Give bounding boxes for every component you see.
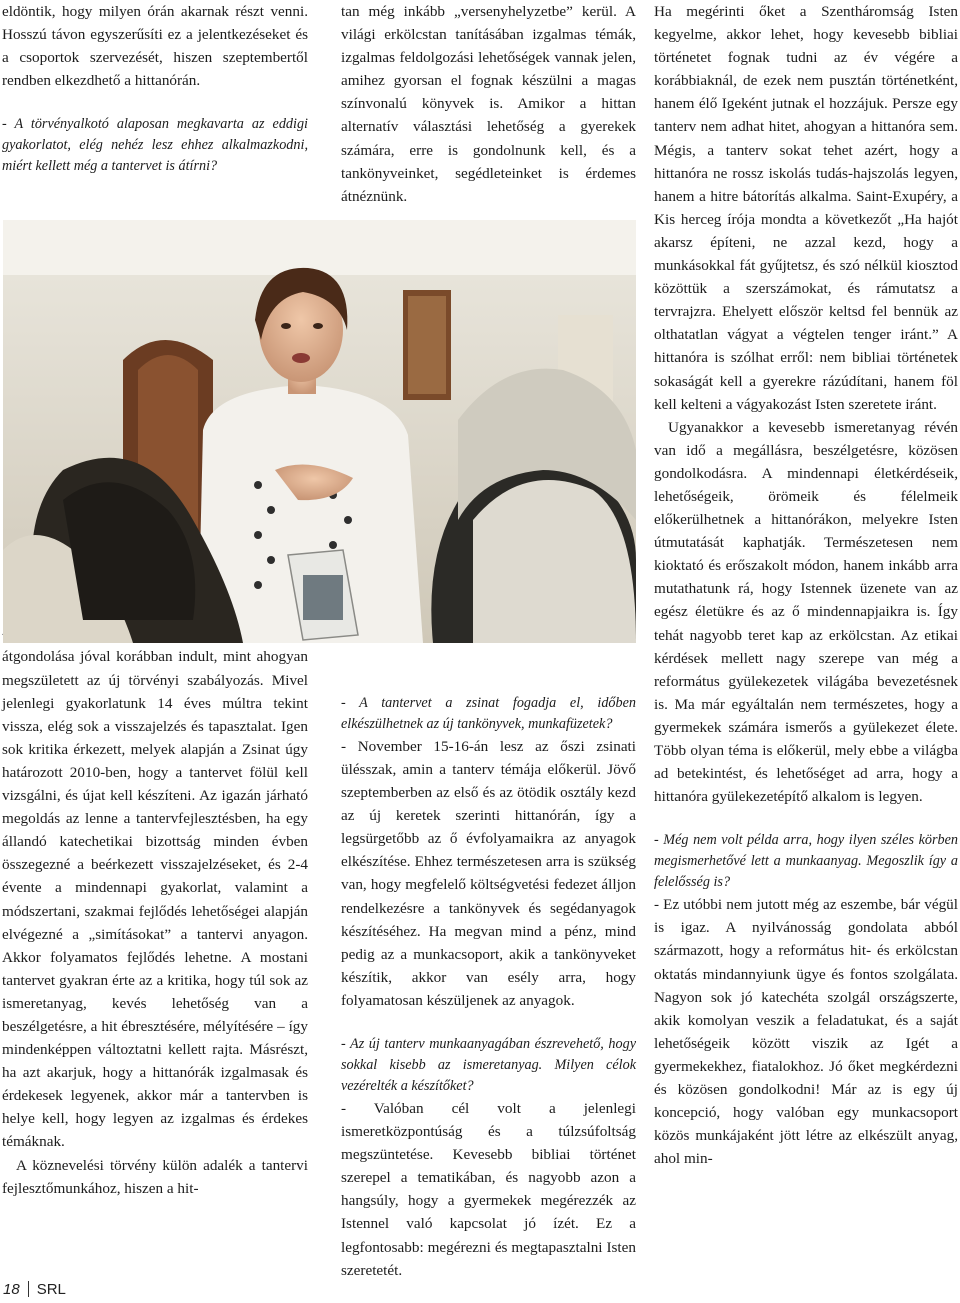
page-footer: [3, 1281, 66, 1298]
text-column-3: [654, 0, 958, 1170]
paragraph-continued-2: tan még inkább „versenyhelyzetbe” kerül. A világi erkölcstan tanításában izgalmas témák, izgalmas feldolgozási lehetőségek vannak jelen, amihez gyorsan el fognak készülni a magas színvonalú könyvek is. Amikor a hittan alternatív választási lehetőség a gyerekek számára, erre is gondolnunk kell, és a tankönyveinket, segédleteinket is érdemes átnéznünk.: [341, 3, 636, 205]
paragraph-2: Ugyanakkor a kevesebb ismeretanyag révén van idő a megállásra, beszélgetésre, közösen gondolkodásra. A mindennapi életkérdéseik, lehetőségeik, örömeik és félelmeik előkerülhetnek a hittanórákon, melyekre Isten útmutatását kaphatják. Természetesen nem kioktató és erőszakolt módon, hanem inkább arra mutathatunk rá, hogy Istennek üzenete van az egész életükre és az ő mindennapjaikra is. Így tehát nagyobb teret kap az erkölcstan. Az etikai kérdések mellett nagy szerepe van még a református gyülekezetek világába bevezetésnek is. Ma már egyáltalán nem természetes, hogy a gyermekek számára ismerős a gyülekezet élete. Több olyan téma is előkerül, mely ebbe a világba ad betekintést, és lehetőséget ad arra, hogy a hittanóra gyülekezetépítő alkalom is legyen.: [654, 418, 958, 806]
answer-4: - Valóban cél volt a jelenlegi ismeretközpontúság és a túlzsúfoltság megszüntetése. Kevesebb bibliai történet szerepel a tematikában, és nagyobb azon a hangsúly, hogy a gyermekek megérezzék az Istennel való kapcsolat jó ízét. Ez a legfontosabb: megérezni és megtapasztalni Isten szeretetét.: [341, 1099, 636, 1279]
paragraph-continued: eldöntik, hogy milyen órán akarnak részt venni. Hosszú távon egyszerűsíti ez a jelentkezéseket és a csoportok szervezését, hiszen szeptembertől rendben elkezdhető a hittanórán.: [2, 3, 308, 90]
interview-question-3: - A tantervet a zsinat fogadja el, időben elkészülhetnek az új tankönyvek, munkafüzetek?: [341, 694, 636, 732]
page-number: 18: [3, 1281, 20, 1298]
answer-3: - November 15-16-án lesz az őszi zsinati ülésszak, amin a tanterv témája előkerül. Jövő szeptemberben az első és az ötödik osztály kezd az új keretek szerinti hittanórán, így a legsürgetőbb az ő évfolyamaikra az anyagok elkészítése. Ehhez természetesen arra is szükség van, hogy megfelelő költségvetési fedezet álljon rendelkezésre a tankönyvek és segédanyagok készítéséhez. Ha megvan mind a pénz, mind pedig az a munkacsoport, akik a tankönyveket készítik, akkor van esély arra, hogy folyamatosan készüljenek az anyagok.: [341, 737, 636, 1009]
answer-2: átgondolása jóval korábban indult, mint ahogyan megszületett az új törvényi szabályozás. Mivel jelenlegi gyakorlatunk 14 éves múltra tekint vissza, elég sok a visszajelzés és tapasztalat. Igen sok kritika érkezett, melyek alapján a Zsinat úgy határozott 2010-ben, hogy a tantervet fölül kell vizsgálni, és újat kell készíteni. Az igazán járható megoldás az lenne a tantervfejlesztésben, ha egy állandó katechetikai bizottság minden évben összegezné a beérkezett visszajelzéseket, és 2-4 évente a mindennapi gyakorlat, valamint a módszertani, szakmai fejlődés lehetőségei alapján elvégezné a „simításokat” a tantervi anyagon. Akkor folyamatos fejlődés lehetne. A mostani tantervet gyakran érte az a kritika, hogy túl sok az ismeretanyag, kevés lehetőség van a beszélgetésre, a hit ébresztésére, mélyítésére – így mindenképpen változtatni kellett rajta. Másrészt, ha azt akarjuk, hogy a hittanórák izgalmasak és érdekesek legyenek, akkor már a tantervben is helye kell, hogy legyen az izgalmas és érdekes témáknak.: [2, 648, 308, 1151]
magazine-name: SRL: [36, 1281, 66, 1298]
text-column-2: [341, 0, 636, 1282]
paragraph-1: Ha megérinti őket a Szentháromság Isten kegyelme, akkor lehet, hogy kevesebb bibliai történetet fognak tudni az év végére a korábbiaknál, de ezek nem pusztán történetként, hanem élő Igeként jutnak el hozzájuk. Persze egy tanterv nem adhat hitet, ahogyan a hittanóra sem. Mégis, a tanterv sokat tehet azért, hogy a hittanóra ne rossz iskolás tudás-hajszolás legyen, hanem a hitre bátorítás alkalma. Saint-Exupéry, a Kis herceg írója mondta a következőt „Ha hajót akarsz építeni, ne azzal kezd, hogy a munkásokkal fát gyűjtetsz, és szó nélkül kiosztod közöttük a szerszámokat, és rámutatsz a tervrajzra. Ehelyett először keltsd fel bennük az olthatatlan vágyat a végtelen tenger iránt.” A hittanóra is szólhat erről: nem bibliai történetek sokaságát kell a gyerekre rázúdítani, hanem föl kell kelteni a vágyakozást Isten szeretete iránt.: [654, 3, 958, 413]
answer-5: - Ez utóbbi nem jutott még az eszembe, bár végül is igaz. A nyilvánosság gondolata abból származott, hogy a református hit- és erkölcstan oktatás mindannyiunk ügye és fontos szolgálata. Nagyon sok jó katechéta szolgál országszerte, akik komolyan veszik a feladatukat, és a saját lehetőségeik között viszik az Igét a gyermekekhez, fiatalokhoz. Jó őket megkérdezni és közösen gondolkodni! Már az is egy új koncepció, hogy valóban egy munkacsoport közös munkájaként jött létre az elkészült anyag, ahol min-: [654, 896, 958, 1168]
interview-question-2: - A törvényalkotó alaposan megkavarta az eddigi gyakorlatot, elég nehéz lesz ehhez alkalmazkodni, miért kellett még a tantervet is átírni?: [2, 116, 308, 175]
interview-question-5: - Még nem volt példa arra, hogy ilyen széles körben megismerhetővé lett a munkaanyag. Megoszlik így a felelősség is?: [654, 832, 958, 891]
interview-question-4: - Az új tanterv munkaanyagában észrevehető, hogy sokkal kisebb az ismeretanyag. Milyen célok vezérelték a készítőket?: [341, 1035, 636, 1094]
paragraph-kozneveles: A köznevelési törvény külön adalék a tantervi fejlesztőmunkához, hiszen a hit-: [2, 1156, 308, 1197]
footer-divider: [28, 1281, 29, 1297]
